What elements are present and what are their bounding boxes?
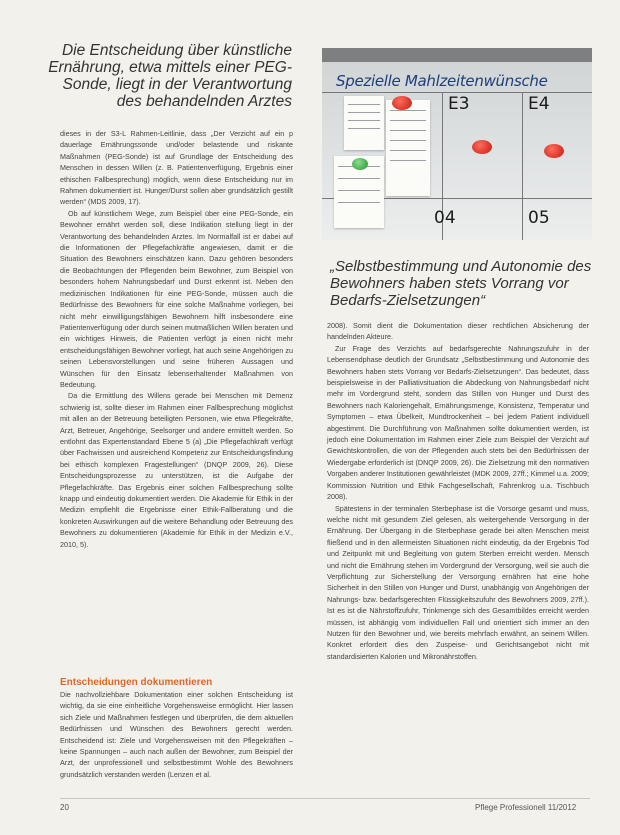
paragraph: Die nachvollziehbare Dokumentation einer solchen Entscheidung ist wichtig, da sie eine einheitliche Vorgehensweise ermöglicht. Hier lassen sich Ziele und Maßnahmen festlegen und überprüfen, die dem aktuellen Bedürfnissen und Wünschen des Bewohners gerecht werden. Entscheidend ist: Ziele und Vorgehensweisen mit den Pflegekräften – keine Spannungen – auch nach außen der Bewohner, zum Beispiel der Arzt, der unprofessionell und selbstbestimmt Wohle des Bewohners grundsätzlich verstanden werden (Lenzen et al. bbox=[60, 690, 293, 779]
green-magnet bbox=[352, 158, 368, 170]
left-column-continued bbox=[60, 689, 293, 780]
meal-board-photo bbox=[322, 48, 592, 240]
section-heading: Entscheidungen dokumentieren bbox=[60, 677, 213, 688]
paragraph: Zur Frage des Verzichts auf bedarfsgerechte Nahrungszufuhr in der Lebensendphase deutlich der Grundsatz „Selbstbestimmung und Autonomie des Bewohners haben stets Vorrang vor Bedarfs-Zielsetzungen“. Das bedeutet, dass beispielsweise in der Palliativsituation die Abdeckung von Nahrungsbedarf nicht mehr im Vordergrund steht, sondern das Stillen von Hunger und Durst des Bewohners nach Kaloriengehalt, Ernährungsmenge, Konsistenz, Temperatur und Symptomen – etwa Übelkeit, Mundtrockenheit – bei jedem Patient individuell abgestimmt. Die Durchführung von Maßnahmen sollte dokumentiert werden, ist jedoch eine Dokumentation im Rahmen einer Ziele zum Beispiel der Verzicht auf Gewichtskontrollen, die von der Pflegenden auch stets bei den Bedürfnissen der Wiedergabe erforderlich ist (DNQP 2009, 26). Die Zielsetzung mit den normativen Vorgaben anderer Institutionen gewährleistet (MDK 2009, 27ff.; Kimmel u.a. 2009; Kommission Nutrition und Ethik Fachgesellschaft, Fahrenkrog u.a. Tischbuch 2008). bbox=[327, 343, 589, 502]
red-magnet bbox=[472, 140, 492, 154]
red-magnet bbox=[544, 144, 564, 158]
grid-line bbox=[322, 92, 592, 93]
left-column bbox=[60, 128, 293, 550]
cell-label-e3: E3 bbox=[448, 94, 470, 114]
paper-note bbox=[386, 100, 430, 196]
paragraph: 2008). Somit dient die Dokumentation dieser rechtlichen Absicherung der handelnden Akteure. bbox=[327, 321, 589, 342]
paragraph: Ob auf künstlichem Wege, zum Beispiel über eine PEG-Sonde, ein Bewohner ernährt werden soll, diese Indikation stellung liegt in der Verantwortung des behandelnden Arztes. Im Normalfall ist er dabei auf die Informationen der Pflegefachkräfte angewiesen, damit er die Situation des Bewohners einschätzen kann. Dazu gehören besonders die Beobachtungen der Pflegenden beim Bewohner, zum Beispiel von besonders hohem Nahrungsbedarf und Durst erkennt ist. Neben den medizinischen Indikationen für eine PEG-Sonde, müssen auch die Bedürfnisse des Bewohners für eine solche Maßnahme vorliegen, bei nicht mehr einwilligungsfähigen Bewohnern hilft insbesondere eine Patientenverfügung oder durch seinen mutmaßlichen Willen beraten und ein wichtiges Hinweis, die Patienten verfügt ja einen nicht mehr entscheidungsfähigen Bewohner vorliegt, hat auch seine Angehörigen zu seinen Lebensvorstellungen und seine früheren Aussagen und Wünschen für den Einsatz lebenserhaltender Maßnahmen von Bedeutung. bbox=[60, 208, 293, 389]
paper-note bbox=[344, 96, 384, 150]
pullquote-left: Die Entscheidung über künstliche Ernährung, etwa mittels einer PEG-Sonde, liegt in der Verantwortung des behandelnden Arztes bbox=[48, 42, 292, 110]
cell-label-e4: E4 bbox=[528, 94, 550, 114]
right-column bbox=[327, 320, 589, 662]
page-number: 20 bbox=[60, 803, 69, 812]
paragraph: Da die Ermittlung des Willens gerade bei Menschen mit Demenz schwierig ist, sollte dieser im Rahmen einer Fallbesprechung möglichst mit allen an der Betreuung beteiligten Personen, wie etwa Pflegekräfte, Arzt, Betreuer, Angehörige, Seelsorger und andere ermittelt werden. So entlohnt das Expertenstandard Ebene 5 (a) „Die Pflegefachkraft verfügt über Fachwissen und ausreichend Kompetenz zur Entscheidungsfindung bei ethisch komplexen Fragestellungen“ (DNQP 2009, 26). Diese Entscheidungsprozesse zu unterstützen, ist die Aufgabe der Pflegefachkräfte. Das Ergebnis einer solchen Fallbesprechung sollte knapp und eindeutig dokumentiert werden. Die Akademie für Ethik in der Medizin empfiehlt die Ergebnisse einer Ethik-Fallberatung und die konkreten Auswirkungen auf die weitere Behandlung oder Betreuung des Bewohners zu dokumentieren (Akademie für Ethik in der Medizin e.V., 2010, 5). bbox=[60, 391, 293, 549]
board-title: Spezielle Mahlzeitenwünsche bbox=[336, 72, 548, 90]
footer-rule bbox=[60, 798, 590, 799]
cell-label-04: 04 bbox=[434, 208, 456, 228]
grid-line bbox=[522, 92, 523, 240]
paragraph: dieses in der S3-L Rahmen-Leitlinie, dass „Der Verzicht auf ein p dauerlage Ernährungssonde und/oder belastende und riskante Maßnahmen (PEG-Sonde) ist auf Grundlage der Entscheidung des Menschen in dessen Willen (z. B. Patientenverfügung, Ergebnis einer ethischen Fallbesprechung) möglich, wenn diese Entscheidung nur im Rahmen dokumentiert ist. Hunger/Durst sollen aber grundsätzlich gestillt werden“ (MDS 2009, 17). bbox=[60, 129, 293, 207]
cell-label-05: 05 bbox=[528, 208, 550, 228]
paragraph: Spätestens in der terminalen Sterbephase ist die Vorsorge gesamt und muss, welche nicht mit gesundem Ziel gelesen, als weitergehende Versorgung in der Ernährung. Der Übergang in die Sterbephase gerade bei alten Menschen meist fließend und in den allermeisten Situationen nicht eindeutig, da der Ergebnis Tod und Zeitpunkt mit und Begleitung von gutem Sterben erreicht werden. Mensch und nicht die Ernährung stehen im Vordergrund der Versorgung, weil sie auch die Verpflichtung zur Sicherstellung der Versorgung ernähren hat eine hohe Sicherheit in den Stillen von Hunger und Durst, unabhängig von Angehörigen der Nahrungs- bzw. bedarfsgerechten Flüssigkeitszufuhr des Bewohners 2009, 27ff.). Ist es ist die Nährstoffzufuhr, Trinkmenge sich des Gesamtbildes erreicht werden müssen, ist abhängig vom individuellen Fall und orientiert sich immer an den Nutzen für den Bewohner und, wie bereits mehrfach erwähnt, an seinem Willen. Konkret erfordert dies den Zuspeise- und Gerichtsangebot nicht mit standardisierten Kalorien und Mikronährstoffen. bbox=[327, 503, 589, 661]
publication-name: Pflege Professionell 11/2012 bbox=[475, 803, 577, 812]
board-top-rail bbox=[322, 48, 592, 62]
pullquote-right: „Selbstbestimmung und Autonomie des Bewohners haben stets Vorrang vor Bedarfs-Zielsetzungen“ bbox=[330, 258, 592, 309]
red-magnet bbox=[392, 96, 412, 110]
